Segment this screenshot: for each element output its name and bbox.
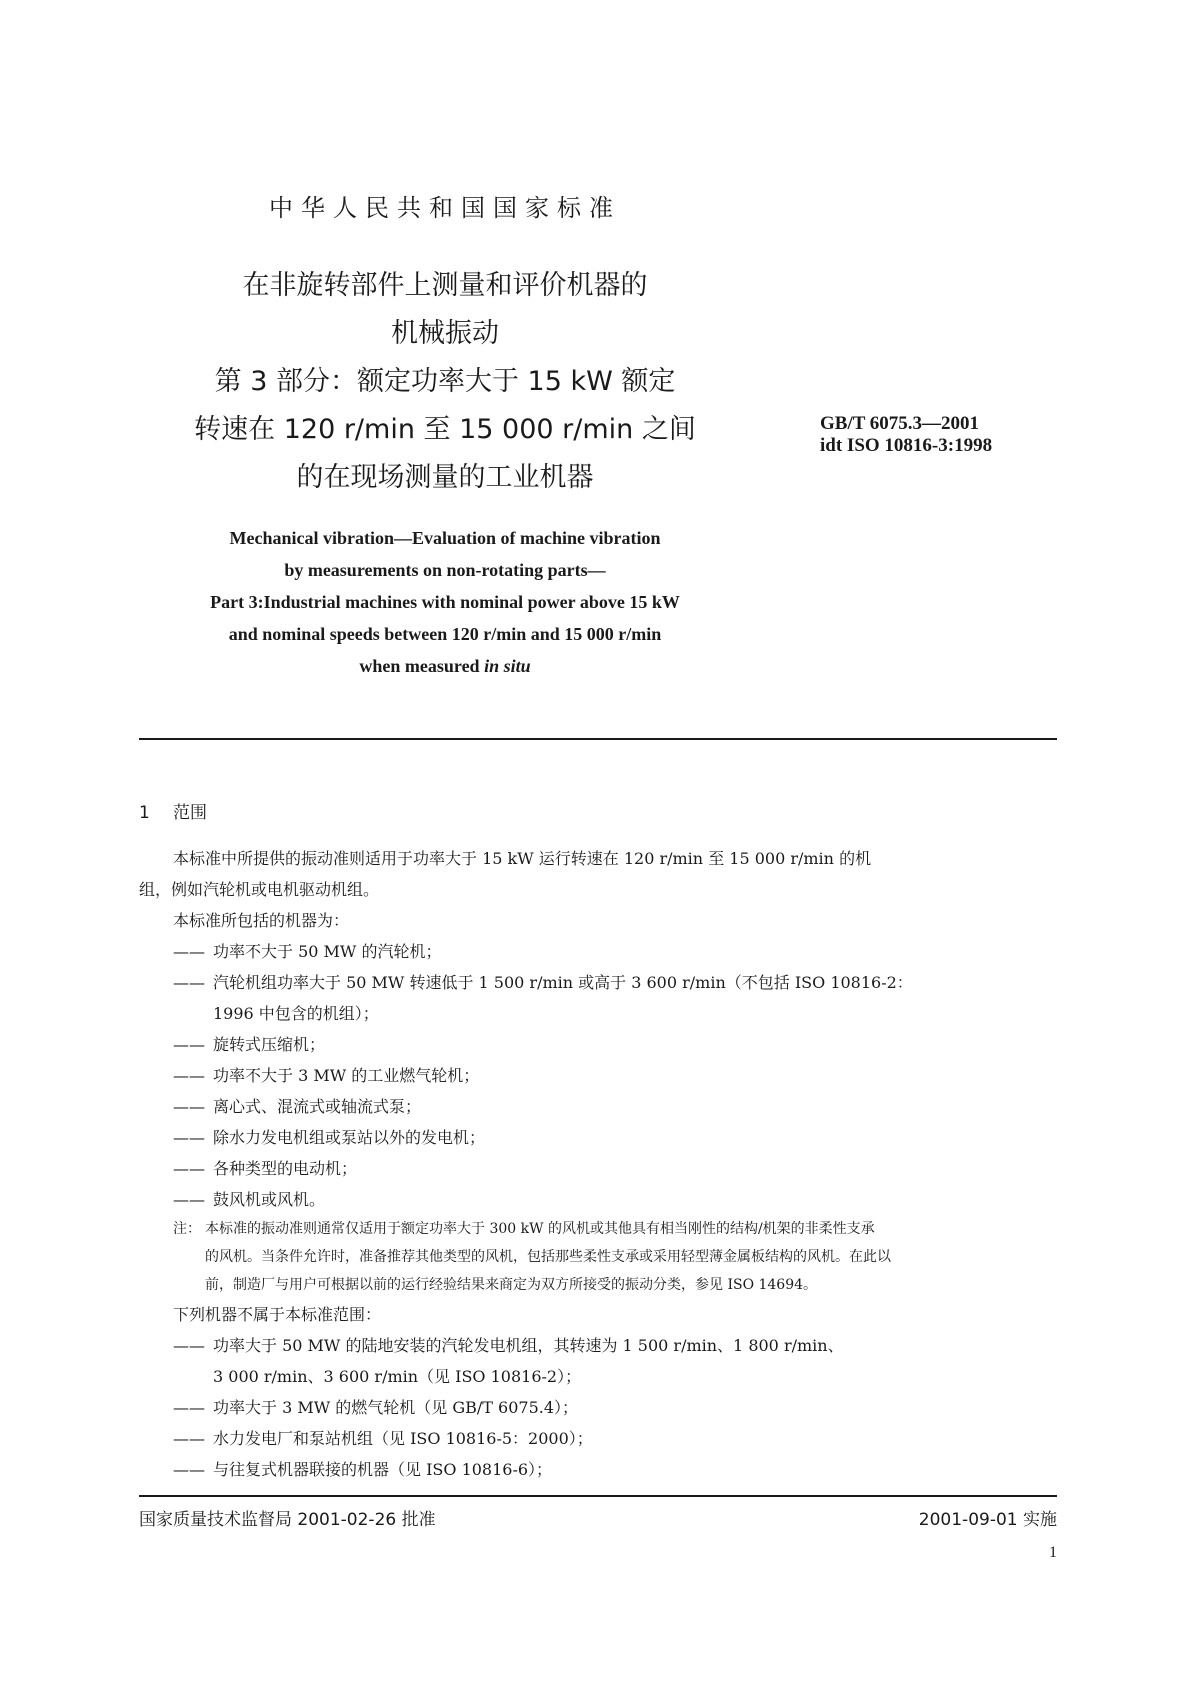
dash-mark: —— — [173, 1460, 205, 1479]
english-title-line: Mechanical vibration—Evaluation of machine vibration — [229, 528, 661, 548]
page-number: 1 — [1049, 1544, 1057, 1561]
chinese-title — [150, 262, 740, 502]
list-item-text: 功率不大于 50 MW 的汽轮机； — [213, 942, 442, 961]
list-item — [139, 936, 1057, 967]
chinese-title-line: 的在现场测量的工业机器 — [296, 462, 594, 493]
list-item-text: 功率大于 3 MW 的燃气轮机（见 GB/T 6075.4）； — [213, 1398, 579, 1417]
list-item — [139, 1454, 1057, 1485]
standard-number — [820, 413, 1060, 457]
includes-lead: 本标准所包括的机器为： — [173, 911, 350, 930]
list-item-text: 旋转式压缩机； — [213, 1035, 326, 1054]
dash-mark: —— — [173, 1336, 205, 1355]
intro-paragraph — [139, 843, 1057, 874]
dash-mark: —— — [173, 1190, 205, 1209]
chinese-title-line: 转速在 120 r/min 至 15 000 r/min 之间 — [194, 414, 696, 445]
list-item — [139, 967, 1057, 998]
english-title-line: Part 3:Industrial machines with nominal power above 15 kW — [210, 592, 680, 612]
list-item — [139, 1122, 1057, 1153]
section-number: 1 — [139, 803, 150, 823]
dash-mark: —— — [173, 1398, 205, 1417]
list-item-text: 除水力发电机组或泵站以外的发电机； — [213, 1128, 486, 1147]
chinese-title-line: 在非旋转部件上测量和评价机器的 — [242, 270, 648, 301]
english-title — [150, 522, 740, 682]
dash-mark: —— — [173, 1159, 205, 1178]
list-item-text: 各种类型的电动机； — [213, 1159, 358, 1178]
issue-date: 国家质量技术监督局 2001-02-26 批准 — [139, 1510, 436, 1530]
chinese-title-line: 机械振动 — [391, 318, 499, 349]
dash-mark: —— — [173, 1097, 205, 1116]
list-item-continuation: 1996 中包含的机组）； — [213, 1004, 379, 1023]
list-item — [139, 1184, 1057, 1215]
list-item — [139, 1423, 1057, 1454]
dash-mark: —— — [173, 1128, 205, 1147]
top-divider — [139, 738, 1057, 740]
list-item — [139, 1330, 1057, 1361]
national-standard-heading: 中华人民共和国国家标准 — [269, 194, 621, 222]
note-text: 本标准的振动准则通常仅适用于额定功率大于 300 kW 的风机或其他具有相当刚性的结构/机架的非柔性支承 — [205, 1221, 875, 1237]
note-continuation: 前，制造厂与用户可根据以前的运行经验结果来商定为双方所接受的振动分类，参见 ISO 14694。 — [205, 1277, 818, 1293]
dash-mark: —— — [173, 942, 205, 961]
implementation-date: 2001-09-01 实施 — [918, 1510, 1057, 1530]
note — [139, 1215, 1057, 1243]
dash-mark: —— — [173, 1429, 205, 1448]
bottom-divider — [139, 1495, 1057, 1497]
dash-mark: —— — [173, 1066, 205, 1085]
english-title-line — [150, 650, 740, 682]
section-title: 范围 — [173, 803, 207, 823]
list-item-text: 功率不大于 3 MW 的工业燃气轮机； — [213, 1066, 480, 1085]
chinese-title-line: 第 3 部分：额定功率大于 15 kW 额定 — [214, 366, 676, 397]
list-item-text: 鼓风机或风机。 — [213, 1190, 326, 1209]
list-item-text: 离心式、混流式或轴流式泵； — [213, 1097, 422, 1116]
english-title-italic: in situ — [484, 656, 531, 676]
list-item — [139, 1153, 1057, 1184]
list-item — [139, 1392, 1057, 1423]
standard-code: GB/T 6075.3—2001 — [820, 413, 980, 434]
standard-idt: idt ISO 10816-3:1998 — [820, 435, 993, 456]
list-item-text: 功率大于 50 MW 的陆地安装的汽轮发电机组，其转速为 1 500 r/min、1 800 r/min、 — [213, 1336, 844, 1355]
list-item-text: 与往复式机器联接的机器（见 ISO 10816-6）； — [213, 1460, 553, 1479]
list-item — [139, 1029, 1057, 1060]
list-item — [139, 1060, 1057, 1091]
note-label: 注： — [173, 1221, 201, 1237]
excludes-lead: 下列机器不属于本标准范围： — [173, 1305, 382, 1324]
intro-line: 本标准中所提供的振动准则适用于功率大于 15 kW 运行转速在 120 r/min 至 15 000 r/min 的机 — [173, 849, 872, 868]
list-item — [139, 1091, 1057, 1122]
english-title-line: and nominal speeds between 120 r/min and 15 000 r/min — [228, 624, 662, 644]
dash-mark: —— — [173, 1035, 205, 1054]
intro-line-2: 组，例如汽轮机或电机驱动机组。 — [139, 880, 380, 899]
section-body — [139, 843, 1057, 1485]
english-title-line: by measurements on non-rotating parts— — [284, 560, 606, 580]
list-item-continuation: 3 000 r/min、3 600 r/min（见 ISO 10816-2）； — [213, 1367, 582, 1386]
english-title-prefix: when measured — [359, 656, 485, 676]
section-heading — [139, 798, 207, 823]
list-item-text: 水力发电厂和泵站机组（见 ISO 10816-5：2000）； — [213, 1429, 593, 1448]
note-continuation: 的风机。当条件允许时，准备推荐其他类型的风机，包括那些柔性支承或采用轻型薄金属板结构的风机。在此以 — [205, 1249, 891, 1265]
list-item-text: 汽轮机组功率大于 50 MW 转速低于 1 500 r/min 或高于 3 600 r/min（不包括 ISO 10816-2： — [213, 973, 913, 992]
dash-mark: —— — [173, 973, 205, 992]
